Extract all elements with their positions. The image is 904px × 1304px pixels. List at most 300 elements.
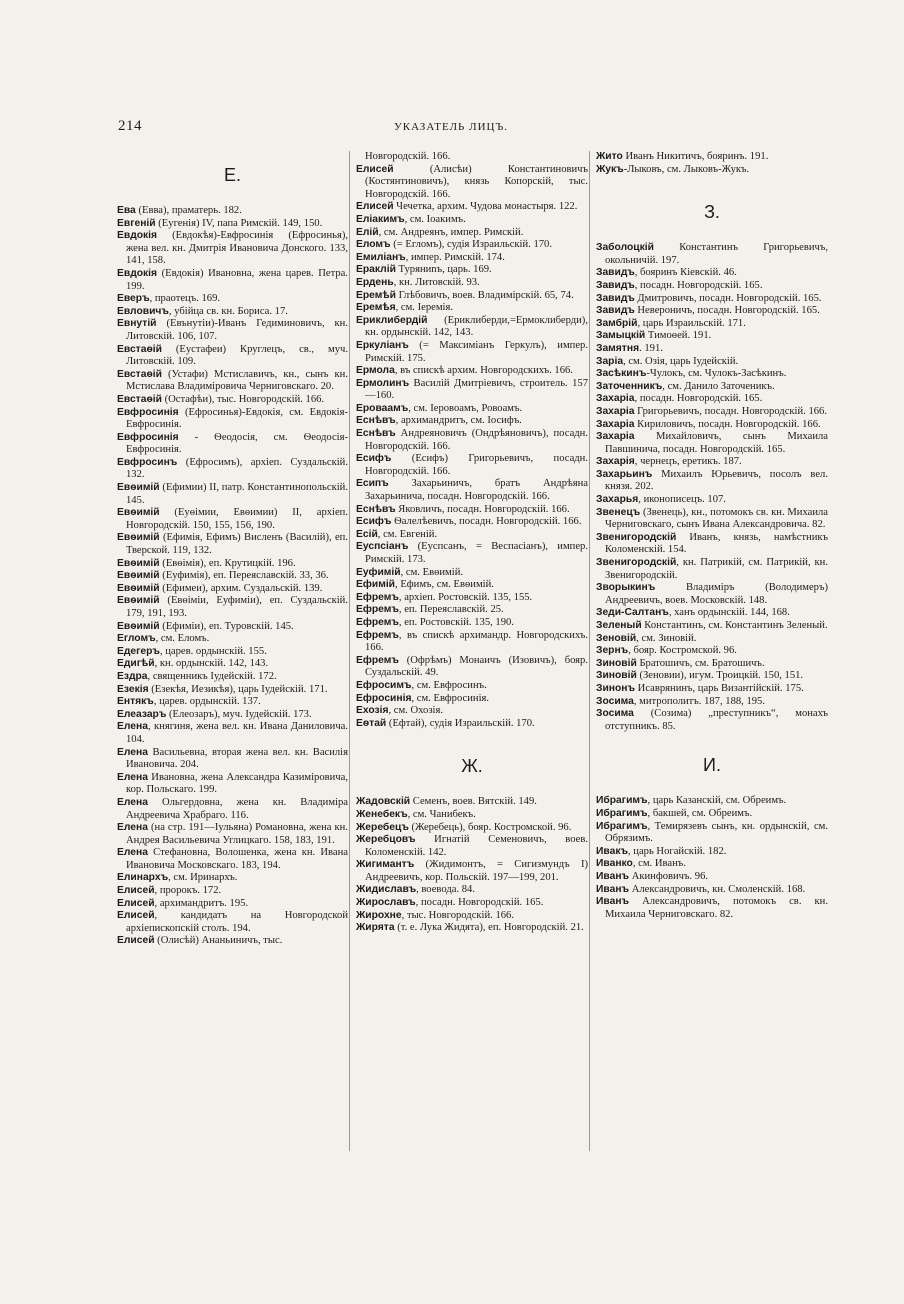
entry-text: Ольгердовна, жена кн. Владиміра Андреевича Храбраго. 116. bbox=[126, 796, 348, 821]
entry-text: (Еустафеи) Круглецъ, св., муч. Литовскій. 109. bbox=[126, 343, 348, 368]
entry-text: (Звенець), кн., потомокъ св. кн. Михаила Черниговскаго, сынъ Ивана Александровича. 82. bbox=[605, 506, 828, 531]
entry-headword: Женебекъ bbox=[356, 808, 408, 820]
entry-headword: Езекія bbox=[117, 683, 149, 695]
entry-text: Константинъ Григорьевичъ, окольничій. 197. bbox=[605, 242, 828, 266]
index-column-1 bbox=[117, 151, 348, 948]
entry-headword: Замбрій bbox=[596, 317, 638, 329]
entry-text: , княгиня, жена вел. кн. Ивана Даниловича. 104. bbox=[126, 721, 348, 745]
entry-text: , посадн. Новгородскій. 165. bbox=[634, 279, 763, 291]
entry-text: (Евва), праматерь. 182. bbox=[135, 205, 242, 216]
entry-text: Игнатій Семеновичъ, воев. Коломенскій. 142. bbox=[365, 834, 588, 858]
index-entry bbox=[117, 910, 348, 935]
entry-headword: Ивакъ bbox=[596, 845, 628, 857]
entry-text: Константинъ, см. Константинъ Зеленый. bbox=[641, 620, 828, 631]
index-entry bbox=[596, 164, 828, 177]
entry-text: , см. Озія, царь Іудейскій. bbox=[623, 355, 739, 367]
entry-text: Глѣбовичъ, воев. Владимірскій. 65, 74. bbox=[395, 289, 574, 301]
entry-headword: Еверъ bbox=[117, 293, 150, 305]
entry-headword: Ехозія bbox=[356, 705, 389, 717]
entry-text: (Евѳімія), еп. Крутицкій. 196. bbox=[159, 557, 296, 569]
index-entry bbox=[596, 305, 828, 318]
index-entry bbox=[596, 456, 828, 469]
entry-headword: Евстаѳій bbox=[117, 368, 162, 380]
entry-text: Александровичъ, потомокъ св. кн. Михаила Черниговскаго. 82. bbox=[605, 896, 828, 920]
index-entry bbox=[117, 482, 348, 507]
entry-headword: Жирославъ bbox=[356, 897, 416, 909]
index-entry bbox=[356, 227, 588, 240]
entry-text: , посадн. Новгородскій. 165. bbox=[415, 897, 544, 909]
entry-text: (Ефимеи), архим. Суздальскій. 139. bbox=[159, 582, 323, 594]
index-entry bbox=[596, 670, 828, 683]
entry-text: (Еуфимія), еп. Переяславскій. 33, 36. bbox=[159, 570, 329, 582]
entry-text: , см. Евфросинія. bbox=[411, 692, 490, 704]
entry-text: (Ефимии) II, патр. Константинопольскій. 145. bbox=[126, 482, 348, 506]
entry-text: Василій Дмитріевичъ, строитель. 157—160. bbox=[365, 377, 588, 402]
entry-headword: Ераклій bbox=[356, 264, 396, 276]
index-entry bbox=[356, 655, 588, 680]
entry-text: (Ефросинья)-Евдокія, см. Евдокія-Евфросинія. bbox=[126, 406, 348, 431]
entry-text: , праотецъ. 169. bbox=[149, 293, 221, 305]
entry-text: , царев. ордынскій. 137. bbox=[153, 696, 261, 708]
index-entry bbox=[356, 604, 588, 617]
entry-text: . 191. bbox=[639, 342, 663, 354]
index-entry bbox=[596, 683, 828, 696]
index-entry bbox=[596, 871, 828, 884]
entry-text: (Ефтай), судія Израильскій. 170. bbox=[386, 717, 535, 729]
index-entry bbox=[356, 529, 588, 542]
index-entry bbox=[356, 516, 588, 529]
index-entry bbox=[596, 645, 828, 658]
index-entry bbox=[596, 381, 828, 394]
entry-text: (Олисѣй) Ананьиничъ, тыс. bbox=[154, 935, 283, 947]
entry-text: , еп. Переяславскій. 25. bbox=[398, 604, 504, 616]
entry-headword: Ибрагимъ bbox=[596, 807, 648, 819]
entry-text: Дмитровичъ, посадн. Новгородскій. 165. bbox=[634, 292, 822, 304]
entry-headword: Зосима bbox=[596, 695, 634, 707]
entry-headword: Захарья bbox=[596, 494, 639, 506]
index-entry bbox=[596, 280, 828, 293]
index-entry bbox=[356, 567, 588, 580]
index-entry bbox=[117, 772, 348, 797]
index-entry bbox=[117, 532, 348, 557]
entry-headword: Заболоцкій bbox=[596, 242, 654, 254]
entry-headword: Захаріа bbox=[596, 405, 635, 417]
index-column-2 bbox=[356, 151, 588, 935]
index-entry bbox=[117, 747, 348, 772]
entry-headword: Зиновій bbox=[596, 670, 637, 682]
entry-headword: Елисей bbox=[356, 163, 394, 175]
entry-text: , кн. Патрикій, см. Патрикій, кн. Звенигородскій. bbox=[605, 557, 828, 581]
entry-headword: Евѳимій bbox=[117, 557, 160, 569]
entry-headword: Елисей bbox=[117, 910, 155, 922]
entry-text: (Алисѣи) Константиновичъ (Костянтиновичъ), князь Копорскій, тыс. Новгородскій. 166. bbox=[365, 163, 588, 200]
entry-text: (Еуспсанъ, = Веспасіанъ), импер. Римскій. 173. bbox=[365, 541, 588, 565]
section-letter: И. bbox=[703, 755, 721, 776]
entry-headword: Зеленый bbox=[596, 620, 642, 631]
entry-headword: Жидиславъ bbox=[356, 884, 417, 896]
index-entry bbox=[117, 293, 348, 306]
index-entry bbox=[117, 658, 348, 671]
entry-headword: Еснѣвъ bbox=[356, 503, 396, 515]
index-entry bbox=[356, 718, 588, 731]
section-letter: Е. bbox=[223, 165, 241, 185]
index-entry bbox=[596, 795, 828, 808]
entry-text: Семенъ, воев. Вятскій. 149. bbox=[410, 796, 537, 808]
index-entry bbox=[356, 834, 588, 859]
entry-headword: Евфросинія bbox=[117, 406, 179, 418]
entry-headword: Елисей bbox=[117, 897, 155, 909]
entry-text: , бояринъ Кіевскій. 46. bbox=[634, 267, 737, 279]
index-entry bbox=[356, 592, 588, 605]
entry-headword: Евѳимій bbox=[117, 595, 160, 607]
index-entry bbox=[117, 847, 348, 872]
entry-headword: Елена bbox=[117, 847, 148, 859]
index-entry bbox=[117, 344, 348, 369]
entry-headword: Еркуліанъ bbox=[356, 339, 409, 351]
entry-headword: Евѳимій bbox=[117, 507, 160, 519]
index-entry bbox=[596, 658, 828, 671]
index-entry bbox=[117, 369, 348, 394]
index-entry bbox=[356, 630, 588, 655]
entry-headword: Еѳтай bbox=[356, 717, 387, 729]
index-entry bbox=[356, 617, 588, 630]
entry-headword: Еуспсіанъ bbox=[356, 541, 409, 553]
index-entry bbox=[356, 428, 588, 453]
index-entry bbox=[596, 267, 828, 280]
entry-text: (Зеновии), игум. Троицкій. 150, 151. bbox=[636, 670, 804, 682]
index-entry bbox=[117, 898, 348, 911]
entry-text: (Eугенія) IV, папа Римскій. 149, 150. bbox=[155, 217, 323, 229]
entry-text: (Созима) „преступникъ“, монахъ отступникъ. 85. bbox=[605, 708, 828, 732]
index-entry bbox=[596, 557, 828, 582]
entry-headword: Елисей bbox=[356, 201, 394, 213]
entry-text: Братошичъ, см. Братошичъ. bbox=[636, 657, 765, 669]
entry-text: , чернецъ, еретикъ. 187. bbox=[634, 456, 742, 468]
entry-text: (Еуѳімии, Евѳимии) II, архіеп. Новгородскій. 150, 155, 156, 190. bbox=[126, 507, 348, 531]
entry-headword: Есифъ bbox=[356, 453, 392, 465]
entry-text: Акинфовичъ. 96. bbox=[629, 870, 709, 882]
entry-text: (Ефимія, Ефимъ) Висленъ (Василій), еп. Тверской. 119, 132. bbox=[126, 532, 348, 557]
index-entry bbox=[117, 318, 348, 343]
index-entry bbox=[117, 797, 348, 822]
entry-text: (Жеребець), бояр. Костромской. 96. bbox=[408, 821, 572, 833]
entry-headword: Завидъ bbox=[596, 279, 635, 291]
entry-text: , см. Евѳимій. bbox=[400, 566, 464, 578]
entry-headword: Ефросимъ bbox=[356, 679, 412, 691]
index-entry bbox=[596, 419, 828, 432]
entry-list bbox=[596, 795, 828, 921]
index-entry bbox=[117, 230, 348, 268]
entry-text: , архіеп. Ростовскій. 135, 155. bbox=[398, 591, 533, 603]
entry-headword: Иванъ bbox=[596, 883, 630, 895]
entry-headword: Ермола bbox=[356, 365, 395, 377]
entry-text: , см. Иванъ. bbox=[632, 858, 686, 870]
column-divider bbox=[589, 151, 590, 1151]
entry-headword: Ефремъ bbox=[356, 591, 399, 603]
index-entry bbox=[356, 365, 588, 378]
entry-headword: Захаріа bbox=[596, 431, 635, 443]
entry-headword: Еремѣя bbox=[356, 302, 396, 314]
entry-headword: Жигимантъ bbox=[356, 859, 415, 871]
entry-headword: Ефимій bbox=[356, 579, 396, 591]
index-entry bbox=[356, 415, 588, 428]
entry-headword: Захарія bbox=[596, 456, 635, 468]
entry-headword: Зворыкинъ bbox=[596, 582, 656, 594]
entry-text: , бояр. Костромской. 96. bbox=[628, 645, 737, 657]
entry-text: , царь Казанскій, см. Обреимъ. bbox=[647, 795, 787, 807]
index-entry bbox=[356, 453, 588, 478]
entry-headword: Еломъ bbox=[356, 239, 391, 251]
section-letter: З. bbox=[704, 202, 720, 223]
entry-headword: Еснѣвъ bbox=[356, 415, 396, 427]
entry-text: , царь Ногайскій. 182. bbox=[627, 845, 727, 857]
entry-headword: Захарьинъ bbox=[596, 468, 653, 480]
index-entry bbox=[596, 293, 828, 306]
entry-text: Александровичъ, кн. Смоленскій. 168. bbox=[629, 883, 806, 895]
index-entry bbox=[117, 558, 348, 571]
entry-headword: Ефремъ bbox=[356, 604, 399, 616]
entry-text: Яковличъ, посадн. Новгородскій. 166. bbox=[395, 503, 570, 515]
index-entry bbox=[356, 290, 588, 303]
index-entry bbox=[117, 570, 348, 583]
index-entry bbox=[356, 504, 588, 517]
entry-headword: Евнутій bbox=[117, 318, 157, 330]
entry-headword: Елисей bbox=[117, 935, 155, 947]
entry-text: Григорьевичъ, посадн. Новгородскій. 166. bbox=[634, 405, 827, 417]
entry-text: , см. Охозія. bbox=[388, 705, 443, 717]
entry-headword: Евгеній bbox=[117, 217, 156, 229]
entry-text: , кн. ордынскій. 142, 143. bbox=[154, 658, 269, 670]
entry-headword: Жадовскій bbox=[356, 796, 411, 808]
entry-text: Кириловичъ, посадн. Новгородскій. 166. bbox=[634, 418, 821, 430]
entry-text: Ѳалелѣевичъ, посадн. Новгородскій. 166. bbox=[391, 516, 582, 528]
index-entry bbox=[596, 507, 828, 532]
entry-text: (Ериклиберди,=Ермоклиберди), кн. ордынскій. 142, 143. bbox=[365, 314, 588, 339]
index-entry bbox=[356, 859, 588, 884]
index-entry bbox=[356, 201, 588, 214]
index-entry bbox=[117, 885, 348, 898]
index-entry bbox=[356, 340, 588, 365]
entry-text: , Темирязевъ сынъ, кн. ордынскій, см. Обрязимъ. bbox=[605, 820, 828, 845]
entry-text: (Остафѣи), тыс. Новгородскій. 166. bbox=[161, 393, 325, 405]
entry-headword: Емиліанъ bbox=[356, 251, 406, 263]
entry-headword: Елисей bbox=[117, 885, 155, 897]
entry-headword: Завидъ bbox=[596, 267, 635, 279]
entry-text: , царь Израильскій. 171. bbox=[637, 317, 746, 329]
index-entry bbox=[596, 532, 828, 557]
entry-text: Михаилъ Юрьевичъ, посолъ вел. князя. 202. bbox=[605, 468, 828, 493]
index-entry bbox=[596, 633, 828, 646]
column-divider bbox=[349, 151, 350, 1151]
index-entry bbox=[596, 343, 828, 356]
entry-text: (т. е. Лука Жидята), еп. Новгородскій. 21. bbox=[394, 922, 584, 934]
index-entry bbox=[596, 821, 828, 846]
entry-text: -Чулокъ, см. Чулокъ-Засѣкинъ. bbox=[646, 368, 787, 380]
index-entry bbox=[117, 671, 348, 684]
running-title: УКАЗАТЕЛЬ ЛИЦЪ. bbox=[394, 121, 508, 133]
entry-text: , см. Еломъ. bbox=[155, 633, 210, 645]
entry-text: , см. Иринархъ. bbox=[168, 872, 238, 884]
entry-text: , убійца св. кн. Бориса. 17. bbox=[168, 305, 288, 317]
entry-headword: Ева bbox=[117, 205, 136, 216]
entry-headword: Иванко bbox=[596, 858, 633, 870]
entry-headword: Еліакимъ bbox=[356, 213, 405, 225]
index-entry bbox=[356, 264, 588, 277]
index-entry bbox=[596, 431, 828, 456]
index-entry bbox=[356, 214, 588, 227]
entry-text: , см. Зиновій. bbox=[636, 632, 697, 644]
entry-text: (на стр. 191—Іульяна) Романовна, жена кн. Андрея Васильевича Углицкаго. 158, 183, 191. bbox=[126, 822, 348, 846]
index-column-3 bbox=[596, 151, 828, 921]
index-entry bbox=[117, 407, 348, 432]
index-entry bbox=[596, 469, 828, 494]
entry-headword: Евстаѳій bbox=[117, 343, 162, 355]
page-number: 214 bbox=[118, 118, 142, 134]
entry-headword: Жеребцовъ bbox=[356, 834, 416, 846]
entry-text: , иконописецъ. 107. bbox=[638, 494, 726, 506]
section-letter: Ж. bbox=[461, 756, 483, 777]
entry-headword: Ермолинъ bbox=[356, 377, 410, 389]
index-entry bbox=[356, 315, 588, 340]
entry-text: (Ефиміи), еп. Туровскій. 145. bbox=[159, 620, 294, 632]
entry-headword: Елена bbox=[117, 771, 148, 783]
entry-text: , см. Евфросинъ. bbox=[411, 679, 487, 691]
entry-headword: Есій bbox=[356, 528, 378, 540]
entry-headword: Евфросинъ bbox=[117, 456, 178, 468]
entry-text: , ханъ ордынскій. 144, 168. bbox=[668, 607, 790, 619]
index-entry bbox=[596, 151, 828, 164]
index-entry bbox=[356, 910, 588, 923]
entry-text: , см. Данило Заточеникъ. bbox=[662, 380, 775, 392]
entry-headword: Завидъ bbox=[596, 305, 635, 317]
index-entry bbox=[117, 621, 348, 634]
index-entry bbox=[117, 218, 348, 231]
entry-headword: Едегеръ bbox=[117, 645, 160, 657]
index-entry bbox=[356, 541, 588, 566]
entry-headword: Еремѣй bbox=[356, 289, 396, 301]
index-entry bbox=[356, 897, 588, 910]
entry-list bbox=[117, 205, 348, 948]
entry-text: (Езекѣя, Иезикѣя), царь Іудейскій. 171. bbox=[148, 683, 328, 695]
entry-text: Васильевна, вторая жена вел. кн. Василія Ивановича. 204. bbox=[126, 746, 348, 771]
index-entry bbox=[356, 922, 588, 935]
entry-headword: Евловичъ bbox=[117, 305, 169, 317]
entry-headword: Ентякъ bbox=[117, 696, 154, 708]
entry-headword: Есифъ bbox=[356, 516, 392, 528]
entry-text: , архимандритъ, см. Іосифъ. bbox=[395, 415, 522, 427]
entry-headword: Елеазаръ bbox=[117, 708, 167, 720]
entry-text: , посадн. Новгородскій. 165. bbox=[634, 393, 763, 405]
index-entry bbox=[596, 808, 828, 821]
index-entry bbox=[117, 394, 348, 407]
entry-text: , воевода. 84. bbox=[416, 884, 475, 896]
index-entry bbox=[356, 239, 588, 252]
entry-headword: Елена bbox=[117, 796, 148, 808]
index-entry bbox=[117, 709, 348, 722]
entry-headword: Ибрагимъ bbox=[596, 795, 648, 807]
entry-headword: Елена bbox=[117, 721, 148, 733]
entry-headword: Жито bbox=[596, 151, 623, 162]
index-entry bbox=[596, 406, 828, 419]
entry-headword: Зернъ bbox=[596, 645, 629, 657]
index-entry bbox=[356, 277, 588, 290]
index-entry bbox=[356, 796, 588, 809]
entry-text: , см. Евгеній. bbox=[377, 528, 438, 540]
index-entry bbox=[117, 696, 348, 709]
index-entry bbox=[356, 302, 588, 315]
entry-headword: Захаріа bbox=[596, 393, 635, 405]
entry-list bbox=[596, 151, 828, 176]
index-entry bbox=[117, 822, 348, 847]
entry-headword: Евстаѳій bbox=[117, 393, 162, 405]
entry-list bbox=[596, 242, 828, 733]
entry-headword: Елій bbox=[356, 226, 379, 238]
index-entry bbox=[596, 582, 828, 607]
index-entry bbox=[117, 633, 348, 646]
index-entry bbox=[117, 432, 348, 457]
index-entry bbox=[117, 646, 348, 659]
entry-headword: Евѳимій bbox=[117, 582, 160, 594]
entry-text: , Ефимъ, см. Евѳимій. bbox=[395, 579, 494, 591]
index-entry bbox=[596, 846, 828, 859]
index-entry bbox=[596, 318, 828, 331]
entry-text: - Ѳеодосія, см. Ѳеодосія-Евфросинія. bbox=[126, 431, 348, 456]
entry-headword: Елена bbox=[117, 822, 148, 834]
entry-headword: Еуфимій bbox=[356, 566, 401, 578]
index-entry bbox=[356, 680, 588, 693]
entry-text: (Ефросимъ), архіеп. Суздальскій. 132. bbox=[126, 456, 348, 481]
index-entry bbox=[596, 356, 828, 369]
entry-headword: Захаріа bbox=[596, 418, 635, 430]
index-entry bbox=[356, 252, 588, 265]
entry-text: , священникъ Іудейскій. 172. bbox=[147, 670, 277, 682]
entry-text: (= Егломъ), судія Израильскій. 170. bbox=[390, 239, 552, 251]
entry-text: , тыс. Новгородскій. 166. bbox=[401, 909, 514, 921]
index-entry bbox=[596, 896, 828, 921]
entry-text: , въ спискѣ архимандр. Новгородскихъ. 166. bbox=[365, 629, 588, 654]
entry-headword: Звенигородскій bbox=[596, 531, 677, 543]
entry-text: , въ спискѣ архим. Новгородскихъ. 166. bbox=[394, 365, 573, 377]
entry-headword: Евфросинія bbox=[117, 431, 179, 443]
entry-list bbox=[356, 796, 588, 935]
entry-headword: Жирята bbox=[356, 922, 395, 934]
entry-headword: Егломъ bbox=[117, 633, 156, 645]
entry-headword: Евдокія bbox=[117, 230, 158, 242]
index-entry bbox=[596, 393, 828, 406]
entry-text: (= Максиміанъ Геркулъ), импер. Римскій. 175. bbox=[365, 339, 588, 364]
entry-text: Захарьиничъ, братъ Андрѣяна Захарьинича, посадн. Новгородскій. 166. bbox=[365, 478, 588, 503]
index-entry bbox=[596, 330, 828, 343]
entry-headword: Жукъ bbox=[596, 163, 624, 175]
entry-headword: Евдокія bbox=[117, 267, 158, 279]
index-entry bbox=[356, 693, 588, 706]
entry-text: (Евѳіміи, Еуфиміи), еп. Суздальскій. 179, 191, 193. bbox=[126, 595, 348, 619]
entry-headword: Заріа bbox=[596, 355, 624, 367]
index-entry bbox=[356, 822, 588, 835]
entry-list bbox=[356, 164, 588, 731]
index-entry bbox=[117, 595, 348, 620]
entry-headword: Есипъ bbox=[356, 478, 389, 490]
entry-headword: Засѣкинъ bbox=[596, 368, 647, 380]
entry-text: , кандидатъ на Новгородской архіепископскій столъ. 194. bbox=[126, 910, 348, 934]
entry-text: Чечетка, архим. Чудова монастыря. 122. bbox=[393, 201, 578, 213]
entry-headword: Елена bbox=[117, 746, 148, 758]
index-entry bbox=[596, 708, 828, 733]
entry-headword: Жеребецъ bbox=[356, 821, 409, 833]
index-entry bbox=[596, 242, 828, 267]
entry-headword: Евѳимій bbox=[117, 532, 160, 544]
entry-text: (Офрѣмъ) Монаичъ (Изовичъ), бояр. Суздальскій. 49. bbox=[365, 654, 588, 679]
